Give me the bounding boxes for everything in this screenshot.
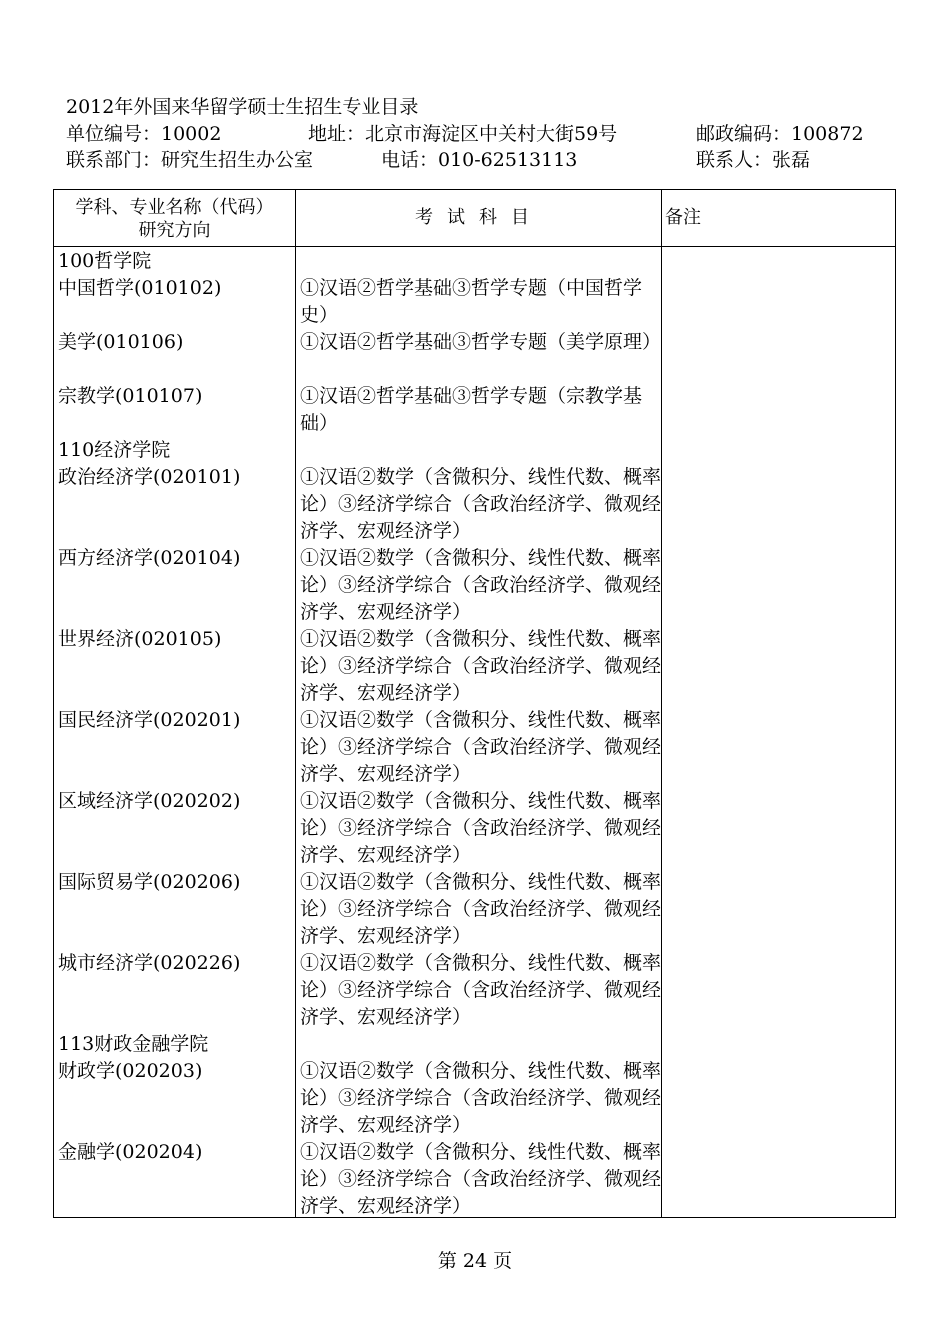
program-name: 城市经济学(020226) — [58, 952, 241, 974]
exam-subjects: ①汉语②数学（含微积分、线性代数、概率论）③经济学综合（含政治经济学、微观经济学、宏观经济学） — [300, 790, 662, 866]
exam-subjects: ①汉语②哲学基础③哲学专题（中国哲学史） — [300, 277, 643, 326]
exam-subjects: ①汉语②数学（含微积分、线性代数、概率论）③经济学综合（含政治经济学、微观经济学、宏观经济学） — [300, 709, 662, 785]
column-divider — [295, 190, 296, 1217]
program-name: 美学(010106) — [58, 331, 184, 353]
program-name: 国民经济学(020201) — [58, 709, 241, 731]
program-name: 世界经济(020105) — [58, 628, 222, 650]
exam-subjects: ①汉语②数学（含微积分、线性代数、概率论）③经济学综合（含政治经济学、微观经济学、宏观经济学） — [300, 871, 662, 947]
program-name: 西方经济学(020104) — [58, 547, 241, 569]
header-subject — [54, 196, 295, 242]
exam-subjects: ①汉语②哲学基础③哲学专题（美学原理） — [300, 331, 662, 353]
exam-subjects: ①汉语②数学（含微积分、线性代数、概率论）③经济学综合（含政治经济学、微观经济学、宏观经济学） — [300, 952, 662, 1028]
header-subject-line-1: 学科、专业名称（代码） — [75, 197, 274, 218]
exam-subjects: ①汉语②数学（含微积分、线性代数、概率论）③经济学综合（含政治经济学、微观经济学、宏观经济学） — [300, 547, 662, 623]
exam-subjects: ①汉语②数学（含微积分、线性代数、概率论）③经济学综合（含政治经济学、微观经济学、宏观经济学） — [300, 628, 662, 704]
contact-person: 联系人：张磊 — [696, 149, 811, 171]
exam-subjects: ①汉语②数学（含微积分、线性代数、概率论）③经济学综合（含政治经济学、微观经济学、宏观经济学） — [300, 1141, 662, 1217]
program-name: 宗教学(010107) — [58, 385, 203, 407]
program-name: 政治经济学(020101) — [58, 466, 241, 488]
address: 地址：北京市海淀区中关村大街59号 — [308, 123, 618, 145]
postcode: 邮政编码：100872 — [696, 123, 864, 145]
header-exam: 考试科目 — [415, 207, 543, 228]
program-name: 财政学(020203) — [58, 1060, 203, 1082]
header-divider — [54, 246, 895, 247]
exam-subjects: ①汉语②数学（含微积分、线性代数、概率论）③经济学综合（含政治经济学、微观经济学、宏观经济学） — [300, 1060, 662, 1136]
exam-subjects: ①汉语②数学（含微积分、线性代数、概率论）③经济学综合（含政治经济学、微观经济学、宏观经济学） — [300, 466, 662, 542]
header-info-row-1 — [66, 121, 896, 147]
program-name: 金融学(020204) — [58, 1141, 203, 1163]
header-info-row-2 — [66, 147, 896, 173]
program-name: 国际贸易学(020206) — [58, 871, 241, 893]
program-name: 中国哲学(010102) — [58, 277, 222, 299]
page-number: 第 24 页 — [437, 1250, 513, 1272]
department: 联系部门：研究生招生办公室 — [66, 149, 314, 171]
phone: 电话：010-62513113 — [381, 149, 578, 171]
department-row: 100哲学院 — [58, 250, 152, 272]
header-subject-line-2: 研究方向 — [138, 220, 211, 241]
exam-subjects: ①汉语②哲学基础③哲学专题（宗教学基础） — [300, 385, 643, 434]
unit-code: 单位编号：10002 — [66, 123, 222, 145]
department-row: 110经济学院 — [58, 439, 171, 461]
program-table — [53, 189, 896, 1218]
document-title: 2012年外国来华留学硕士生招生专业目录 — [66, 96, 419, 118]
program-name: 区域经济学(020202) — [58, 790, 241, 812]
department-row: 113财政金融学院 — [58, 1033, 209, 1055]
header-note: 备注 — [665, 207, 701, 228]
